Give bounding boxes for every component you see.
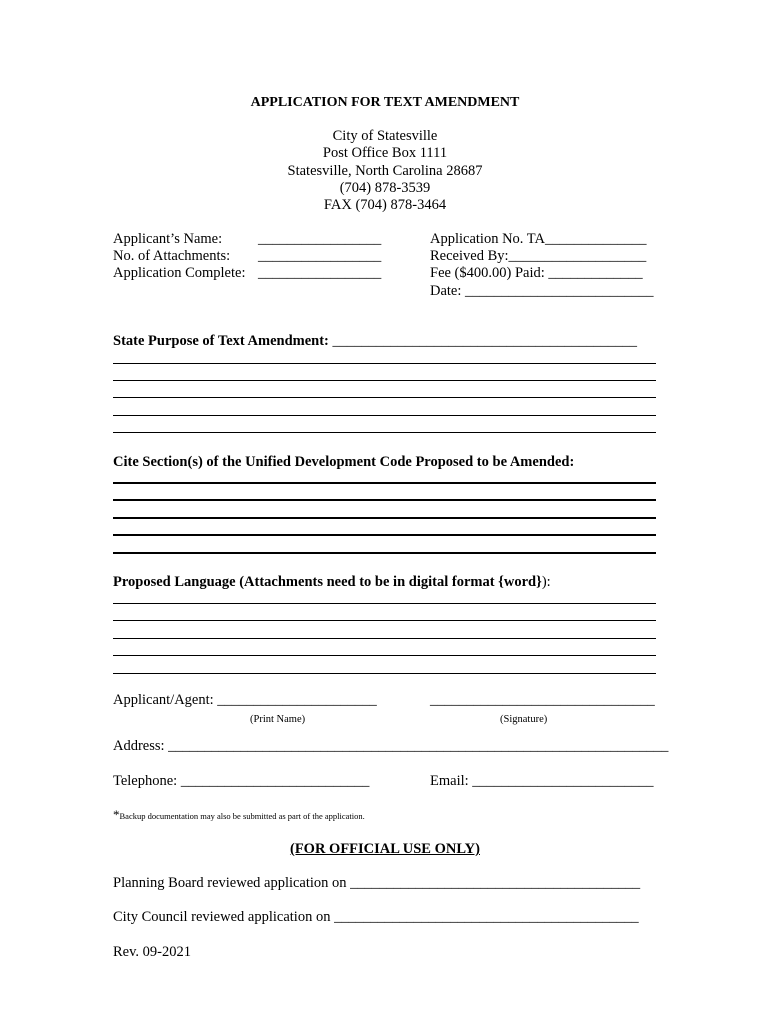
- proposed-language-text: Proposed Language (Attachments need to be in digital format {word}: [113, 574, 542, 590]
- note-text: Backup documentation may also be submitted as part of the application.: [119, 811, 365, 821]
- address-line-phone: (704) 878-3539: [339, 180, 431, 196]
- address-line-city: City of Statesville: [332, 128, 438, 144]
- purpose-label: State Purpose of Text Amendment:: [113, 333, 329, 349]
- applicant-name-label: Applicant’s Name:: [113, 231, 223, 247]
- address-line-city-state: Statesville, North Carolina 28687: [287, 163, 483, 179]
- cite-section-label: Cite Section(s) of the Unified Development Code Proposed to be Amended:: [113, 454, 575, 470]
- document-title: APPLICATION FOR TEXT AMENDMENT: [250, 95, 520, 110]
- official-use-heading: (FOR OFFICIAL USE ONLY): [289, 841, 480, 857]
- received-by-field[interactable]: Received By:___________________: [430, 248, 647, 264]
- address-field[interactable]: Address: _____________________________________________________________________: [113, 738, 669, 754]
- cite-line[interactable]: [113, 499, 656, 501]
- address-line-po-box: Post Office Box 1111: [322, 145, 448, 161]
- proposed-language-label: [113, 574, 551, 591]
- purpose-line[interactable]: [113, 363, 656, 364]
- cite-line[interactable]: [113, 552, 656, 554]
- applicant-name-field[interactable]: _________________: [258, 231, 382, 247]
- attachments-field[interactable]: _________________: [258, 248, 382, 264]
- telephone-field[interactable]: Telephone: __________________________: [113, 773, 370, 789]
- email-field[interactable]: Email: _________________________: [430, 773, 654, 789]
- application-number-field[interactable]: Application No. TA______________: [430, 231, 647, 247]
- proposed-language-end: ):: [541, 574, 551, 590]
- application-complete-label: Application Complete:: [113, 265, 246, 281]
- purpose-line[interactable]: [113, 380, 656, 381]
- proposed-line[interactable]: [113, 638, 656, 639]
- planning-board-field[interactable]: Planning Board reviewed application on ________________________________________: [113, 875, 641, 891]
- application-complete-field[interactable]: _________________: [258, 265, 382, 281]
- applicant-agent-field[interactable]: Applicant/Agent: ______________________: [113, 692, 377, 708]
- note-asterisk: *: [113, 807, 120, 822]
- purpose-line[interactable]: [113, 432, 656, 433]
- cite-line[interactable]: [113, 517, 656, 519]
- fee-paid-field[interactable]: Fee ($400.00) Paid: _____________: [430, 265, 643, 281]
- proposed-line[interactable]: [113, 620, 656, 621]
- address-line-fax: FAX (704) 878-3464: [323, 197, 447, 213]
- purpose-first-line-field[interactable]: __________________________________________: [332, 333, 638, 349]
- proposed-line[interactable]: [113, 655, 656, 656]
- proposed-line[interactable]: [113, 673, 656, 674]
- city-council-field[interactable]: City Council reviewed application on __________________________________________: [113, 909, 639, 925]
- date-field[interactable]: Date: __________________________: [430, 283, 654, 299]
- cite-line[interactable]: [113, 482, 656, 484]
- purpose-line[interactable]: [113, 415, 656, 416]
- print-name-caption: (Print Name): [250, 714, 306, 725]
- signature-field[interactable]: _______________________________: [430, 692, 655, 708]
- purpose-line[interactable]: [113, 397, 656, 398]
- signature-caption: (Signature): [500, 714, 548, 725]
- revision-label: Rev. 09-2021: [113, 944, 191, 960]
- proposed-line[interactable]: [113, 603, 656, 604]
- purpose-row: [113, 333, 637, 350]
- cite-line[interactable]: [113, 534, 656, 536]
- backup-note: [113, 806, 365, 825]
- attachments-label: No. of Attachments:: [113, 248, 231, 264]
